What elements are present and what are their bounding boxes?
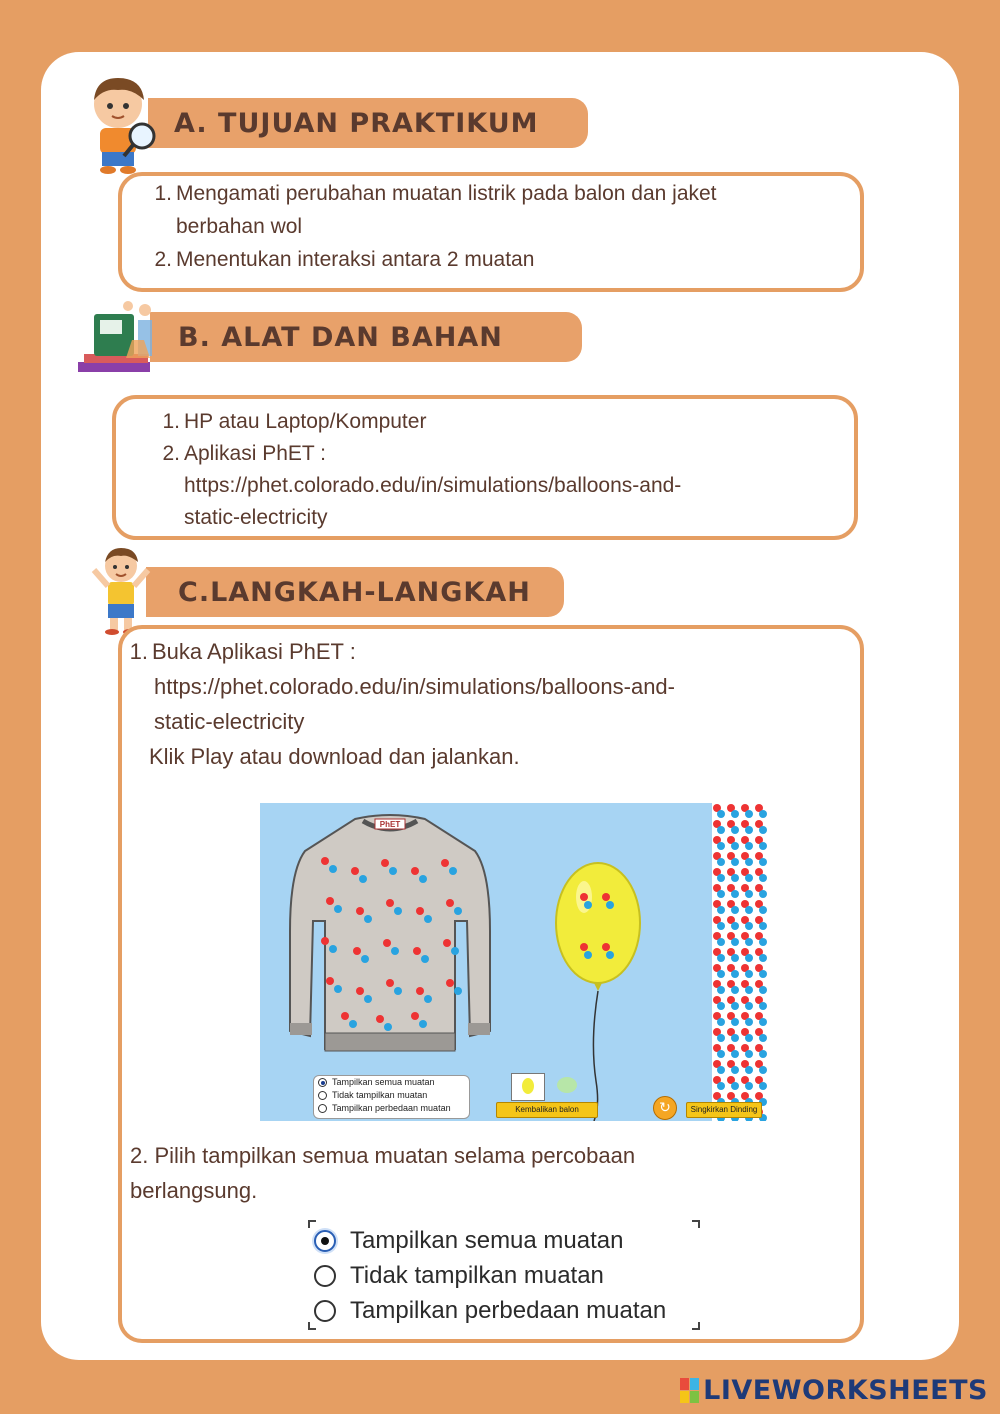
section-a-title: A. TUJUAN PRAKTIKUM xyxy=(174,107,539,139)
tool-item-2-link[interactable] xyxy=(184,470,681,502)
corner-mark xyxy=(692,1220,700,1228)
corner-mark xyxy=(308,1220,316,1228)
list-number: 2. xyxy=(162,442,180,465)
section-b-header xyxy=(150,312,582,362)
corner-mark xyxy=(308,1322,316,1330)
step-1-link-cont[interactable] xyxy=(154,704,304,739)
objective-item-1 xyxy=(150,178,717,210)
radio-label: Tampilkan semua muatan xyxy=(332,1077,435,1087)
step-2-cont xyxy=(130,1173,257,1208)
radio-show-charge-difference[interactable] xyxy=(308,1293,700,1328)
phet-link[interactable]: static-electricity xyxy=(154,709,305,734)
reset-all-icon[interactable]: ↻ xyxy=(653,1096,677,1120)
phet-link[interactable]: https://phet.colorado.edu/in/simulations/balloons-and- xyxy=(184,474,682,497)
step-1-link[interactable] xyxy=(154,669,675,704)
corner-mark xyxy=(692,1322,700,1330)
remove-wall-button[interactable]: Singkirkan Dinding xyxy=(686,1102,762,1118)
objective-item-1-cont xyxy=(176,211,302,243)
tool-text: HP atau Laptop/Komputer xyxy=(184,410,427,433)
radio-icon xyxy=(318,1104,327,1113)
radio-selected-icon xyxy=(314,1230,336,1252)
tool-item-1 xyxy=(158,406,426,438)
step-text: 2. Pilih tampilkan semua muatan selama percobaan xyxy=(130,1143,636,1168)
radio-label: Tidak tampilkan muatan xyxy=(332,1090,428,1100)
step-text: Klik Play atau download dan jalankan. xyxy=(149,744,520,769)
sweater-illustration xyxy=(285,811,495,1061)
radio-label: Tampilkan perbedaan muatan xyxy=(350,1296,667,1324)
objective-text: Menentukan interaksi antara 2 muatan xyxy=(176,248,535,271)
balloon-select-green[interactable] xyxy=(551,1073,583,1099)
step-2 xyxy=(130,1138,635,1173)
sim-radio-show-all[interactable] xyxy=(314,1076,469,1089)
step-text: berlangsung. xyxy=(130,1178,258,1203)
charge-display-radio-group xyxy=(308,1220,700,1330)
balloon-green-icon xyxy=(557,1077,577,1093)
list-number: 1. xyxy=(129,639,148,664)
phet-link[interactable]: static-electricity xyxy=(184,506,328,529)
liveworksheets-logo[interactable] xyxy=(680,1375,988,1406)
section-c-header xyxy=(146,567,564,617)
phet-simulation-screenshot xyxy=(260,803,767,1121)
sim-radio-hide[interactable] xyxy=(314,1089,469,1102)
balloon-select-yellow[interactable] xyxy=(511,1073,545,1101)
radio-icon xyxy=(318,1091,327,1100)
radio-label: Tampilkan semua muatan xyxy=(350,1226,624,1254)
phet-link[interactable]: https://phet.colorado.edu/in/simulations/balloons-and- xyxy=(154,674,675,699)
radio-selected-icon xyxy=(318,1078,327,1087)
list-number: 2. xyxy=(154,248,172,271)
sim-charge-display-options xyxy=(313,1075,470,1119)
boy-waving-icon xyxy=(88,544,154,636)
objective-item-2 xyxy=(150,244,534,276)
tool-item-2-link-cont[interactable] xyxy=(184,502,328,534)
radio-icon xyxy=(314,1265,336,1287)
brand-name: LIVEWORKSHEETS xyxy=(703,1375,988,1406)
liveworksheets-mark-icon xyxy=(680,1378,700,1404)
radio-icon xyxy=(314,1300,336,1322)
books-lab-icon xyxy=(74,300,170,380)
list-number: 1. xyxy=(154,182,172,205)
section-c-title: C.LANGKAH-LANGKAH xyxy=(178,576,531,608)
step-1 xyxy=(126,634,356,669)
sim-radio-difference[interactable] xyxy=(314,1102,469,1115)
objective-text: berbahan wol xyxy=(176,215,303,238)
radio-label: Tampilkan perbedaan muatan xyxy=(332,1103,451,1113)
radio-show-all-charges[interactable] xyxy=(308,1223,700,1258)
section-b-title: B. ALAT DAN BAHAN xyxy=(178,321,503,353)
wall xyxy=(712,803,767,1121)
radio-label: Tidak tampilkan muatan xyxy=(350,1261,604,1289)
sweater-tag: PhET xyxy=(379,820,401,829)
tool-item-2 xyxy=(158,438,326,470)
boy-magnifier-icon xyxy=(72,70,164,178)
reset-balloon-button[interactable]: Kembalikan balon xyxy=(496,1102,598,1118)
list-number: 1. xyxy=(162,410,180,433)
tool-text: Aplikasi PhET : xyxy=(184,442,327,465)
step-1-instruction xyxy=(149,739,520,774)
radio-hide-charges[interactable] xyxy=(308,1258,700,1293)
section-a-header xyxy=(148,98,588,148)
objective-text: Mengamati perubahan muatan listrik pada balon dan jaket xyxy=(176,182,717,205)
step-text: Buka Aplikasi PhET : xyxy=(152,639,356,664)
balloon-yellow-icon xyxy=(522,1078,534,1094)
